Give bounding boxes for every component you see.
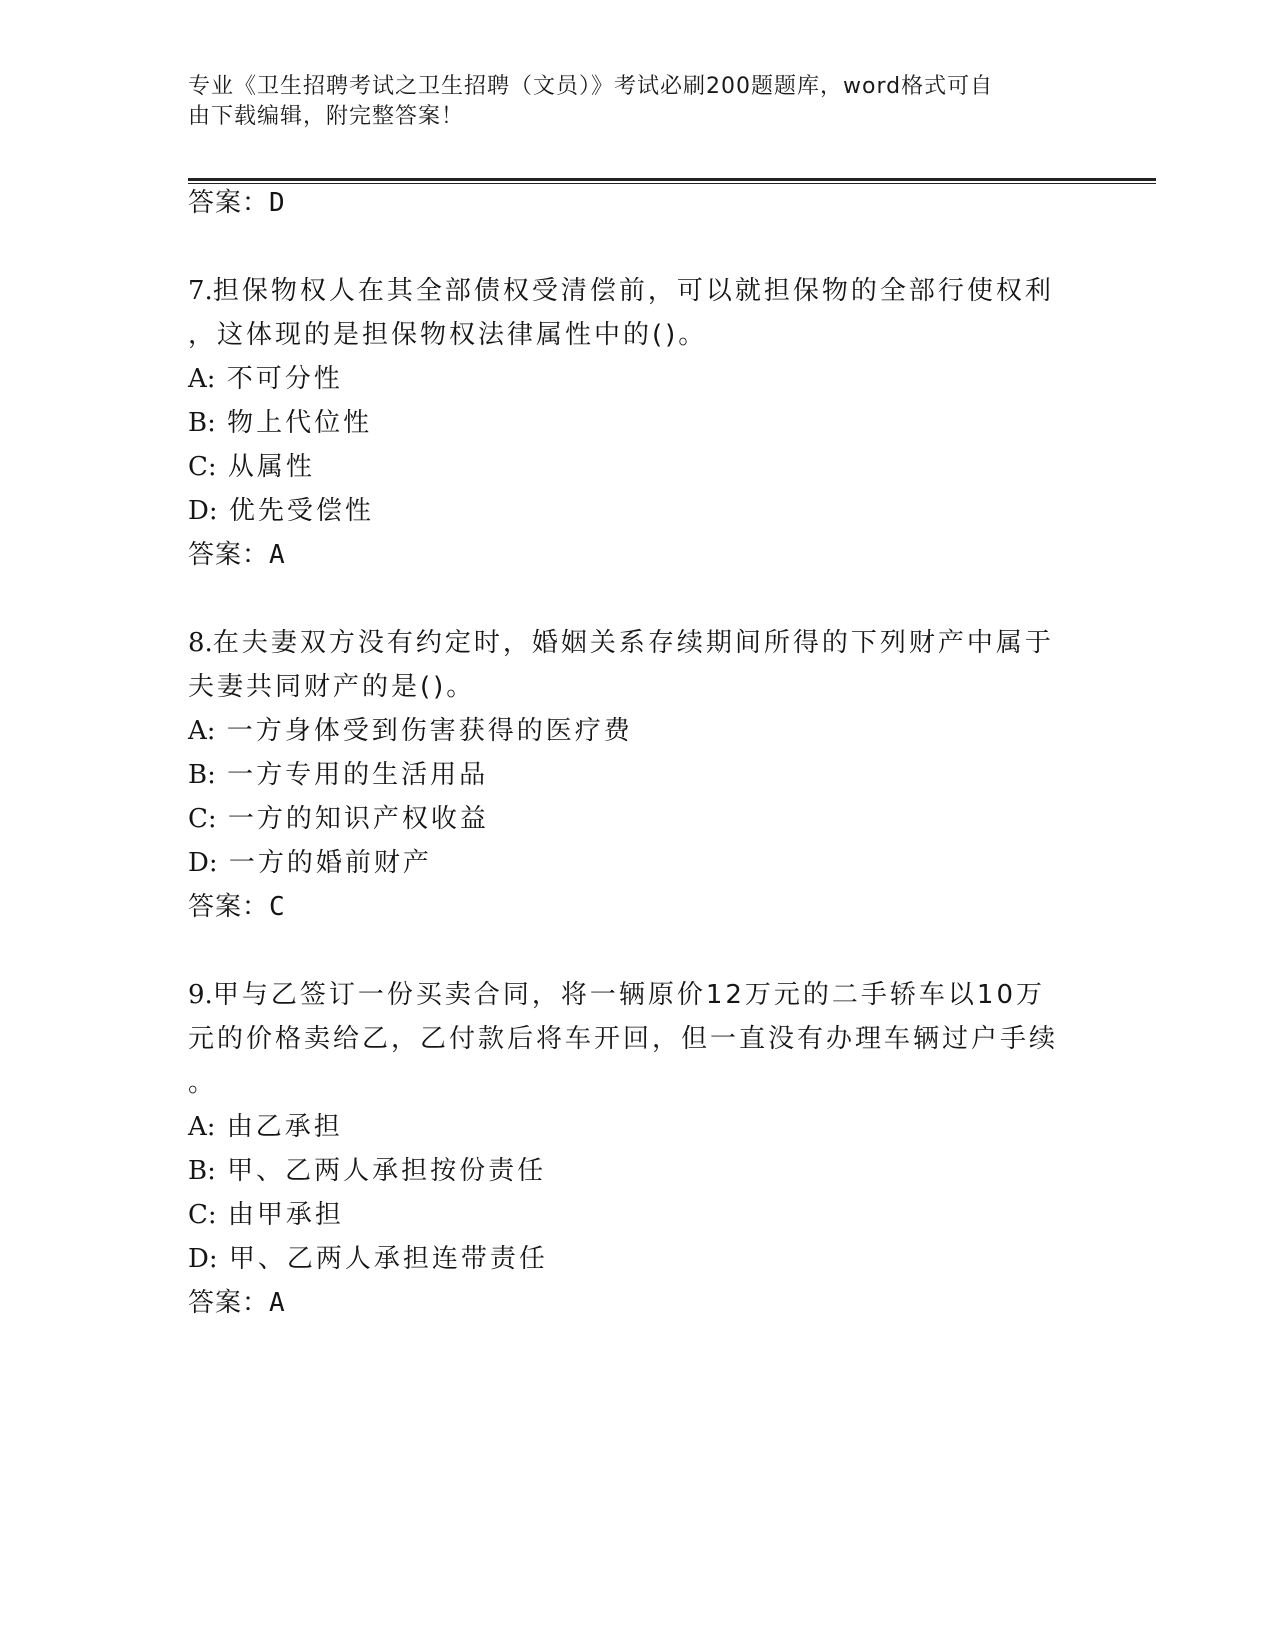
answer-key: A (269, 540, 285, 570)
question-9-stem-line-2: 元的价格卖给乙，乙付款后将车开回，但一直没有办理车辆过户手续 (188, 1024, 1059, 1054)
question-stem-text: 在夫妻双方没有约定时，婚姻关系存续期间所得的下列财产中属于 (212, 628, 1054, 658)
document-header (188, 72, 1068, 132)
option-text: 由乙承担 (215, 1112, 343, 1142)
question-9-stem-line-1 (188, 978, 1045, 1012)
question-number: 8. (188, 628, 213, 658)
option-letter: C: (188, 1200, 217, 1230)
option-text: 一方专用的生活用品 (215, 760, 489, 790)
option-letter: A: (188, 364, 216, 394)
question-8-stem-line-2: 夫妻共同财产的是()。 (188, 672, 476, 702)
header-divider-thin (188, 183, 1156, 184)
question-7-stem-line-1 (188, 274, 1054, 308)
option-text: 一方的知识产权收益 (216, 804, 489, 834)
header-divider-thick (188, 178, 1156, 181)
question-7-option-a (188, 362, 343, 396)
option-letter: C: (188, 804, 217, 834)
option-text: 优先受偿性 (217, 496, 374, 526)
question-9-stem-line-3: 。 (188, 1068, 218, 1098)
option-letter: D: (188, 848, 218, 878)
option-letter: B: (188, 408, 216, 438)
question-stem-text: 担保物权人在其全部债权受清偿前，可以就担保物的全部行使权利 (212, 276, 1054, 306)
option-text: 从属性 (216, 452, 315, 482)
question-stem-text: 甲与乙签订一份买卖合同，将一辆原价12万元的二手轿车以10万 (212, 980, 1045, 1010)
option-letter: D: (188, 1244, 218, 1274)
answer-label: 答案： (188, 892, 270, 922)
question-7-option-d (188, 494, 374, 528)
answer-key: A (269, 1288, 285, 1318)
question-9-answer (188, 1286, 285, 1320)
option-letter: A: (188, 716, 216, 746)
question-number: 9. (188, 980, 213, 1010)
option-text: 由甲承担 (216, 1200, 344, 1230)
question-number: 7. (188, 276, 213, 306)
answer-label: 答案： (188, 188, 270, 218)
question-7-option-c (188, 450, 315, 484)
question-9-option-a (188, 1110, 343, 1144)
option-text: 不可分性 (215, 364, 343, 394)
question-8-option-d (188, 846, 432, 880)
answer-label: 答案： (188, 1288, 270, 1318)
option-text: 一方身体受到伤害获得的医疗费 (215, 716, 633, 746)
question-7-option-b (188, 406, 372, 440)
option-letter: C: (188, 452, 217, 482)
answer-key: D (269, 188, 285, 218)
answer-label: 答案： (188, 540, 270, 570)
option-letter: D: (188, 496, 218, 526)
question-7-answer (188, 538, 285, 572)
question-8-option-a (188, 714, 633, 748)
question-9-option-c (188, 1198, 344, 1232)
question-7-stem-line-2: ，这体现的是担保物权法律属性中的()。 (188, 320, 708, 350)
question-8-option-c (188, 802, 489, 836)
option-text: 甲、乙两人承担连带责任 (217, 1244, 548, 1274)
header-line-2: 由下载编辑，附完整答案！ (188, 104, 465, 129)
question-9-option-b (188, 1154, 546, 1188)
option-text: 一方的婚前财产 (217, 848, 432, 878)
option-letter: B: (188, 760, 216, 790)
option-text: 甲、乙两人承担按份责任 (215, 1156, 547, 1186)
answer-line-prev (188, 186, 285, 220)
header-line-1: 专业《卫生招聘考试之卫生招聘（文员）》考试必刷200题题库，word格式可自 (188, 74, 994, 99)
option-letter: B: (188, 1156, 216, 1186)
question-8-stem-line-1 (188, 626, 1054, 660)
question-9-option-d (188, 1242, 548, 1276)
answer-key: C (269, 892, 285, 922)
option-text: 物上代位性 (215, 408, 373, 438)
question-8-option-b (188, 758, 488, 792)
option-letter: A: (188, 1112, 216, 1142)
question-8-answer (188, 890, 285, 924)
